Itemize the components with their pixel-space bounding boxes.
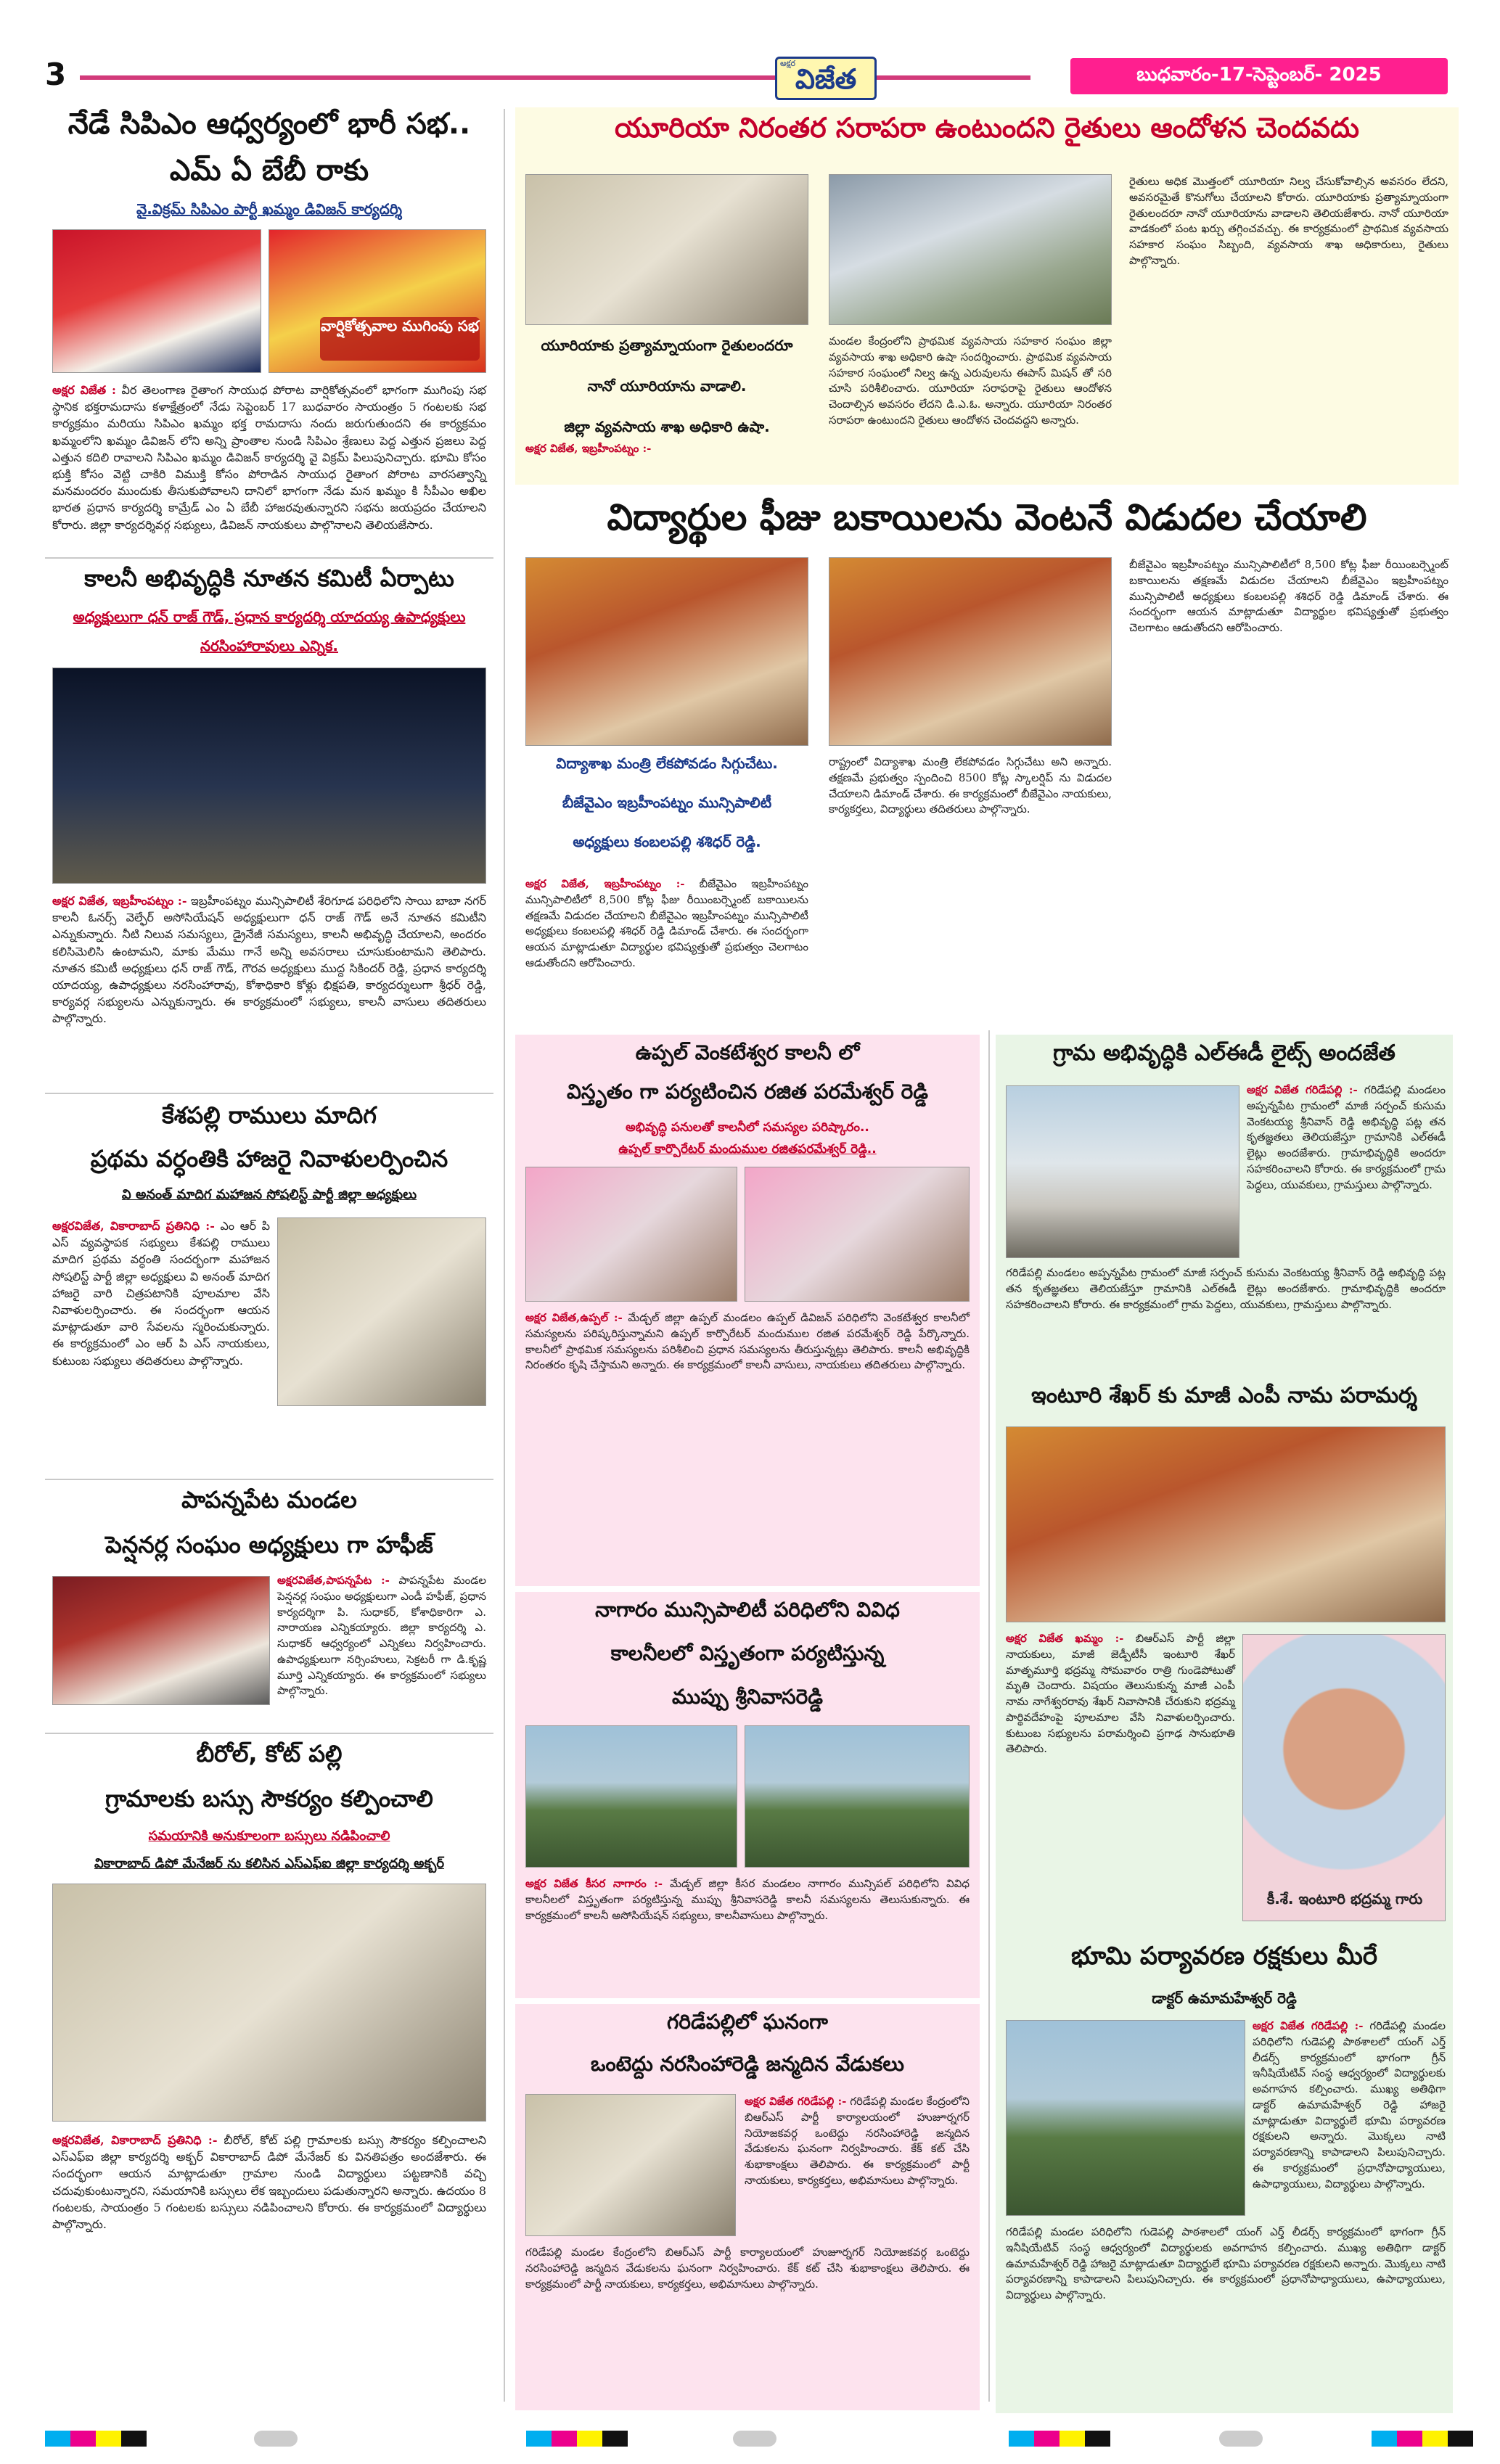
urea-photo-stock — [829, 174, 1112, 325]
urea-photo-office — [525, 174, 808, 325]
reg-black — [1448, 2431, 1473, 2447]
uppal-sub-2: ఉప్పల్ కార్పొరేటర్ మందుముల రజితపరమేశ్వర్ రెడ్డి.. — [618, 1142, 877, 1157]
led-body-text: గరిడేపల్లి మండలం అప్పన్నపేట గ్రామంలో మాజీ సర్పంచ్ కుసుమ వెంకటయ్య శ్రీనివాస్ రెడ్డి అభివృద్ధి పట్ల తన కృతజ్ఞతలు తెలియజేస్తూ గ్రామానికి ఎల్ఈడీ లైట్లు అందజేశారు. గ్రామాభివృద్ధికి అందరూ సహకరించాలని కోరారు. ఈ కార్యక్రమంలో గ్రామ పెద్దలు, యువకులు, గ్రామస్తులు పాల్గొన్నారు. — [1247, 1083, 1446, 1191]
fees-photo-1 — [525, 557, 808, 746]
papannapet-body-text: పాపన్నపేట మండల పెన్షనర్ల సంఘం అధ్యక్షులుగా ఎండీ హఫీజ్, ప్రధాన కార్యదర్శిగా పి. సుధాకర్, కోశాధికారిగా ఎ. నారాయణ ఎన్నికయ్యారు. జిల్లా కార్యదర్శి ఎ. సుధాకర్ ఆధ్వర్యంలో ఎన్నికలు నిర్వహించారు. ఉపాధ్యక్షులుగా నర్సింహులు, సెక్రటరీ గా డి.కృష్ణ మూర్తి ఎన్నికయ్యారు. ఈ కార్యక్రమంలో సభ్యులు పాల్గొన్నారు. — [277, 1574, 486, 1698]
column-rule — [504, 109, 505, 2402]
inturi-portrait-caption: కీ.శే. ఇంటూరి భద్రమ్మ గారు — [1266, 1890, 1423, 1907]
divider — [45, 1733, 493, 1734]
divider — [45, 557, 493, 559]
colony-photo — [52, 668, 486, 884]
inturi-dateline: అక్షర విజేత ఖమ్మం :- — [1006, 1632, 1124, 1645]
keshapalli-body-text: ఎం ఆర్ పి ఎస్ వ్యవస్థాపక సభ్యులు కేశపల్లి రాములు మాదిగ ప్రథమ వర్ధంతి సందర్భంగా మహాజన సోషలిస్ట్ పార్టీ జిల్లా అధ్యక్షులు వి అనంత్ మాదిగ హాజరై వారి చిత్రపటానికి పూలమాల వేసి నివాళులర్పించారు. ఈ సందర్భంగా ఆయన మాట్లాడుతూ వారి సేవలను స్మరించుకున్నారు. ఈ కార్యక్రమంలో ఎం ఆర్ పి ఎస్ నాయకులు, కుటుంబ సభ్యులు తదితరులు పాల్గొన్నారు. — [52, 1219, 270, 1368]
gandipally-body-b-text: గరిడేపల్లి మండల కేంద్రంలోని బిఆర్ఎస్ పార్టీ కార్యాలయంలో హుజూర్నగర్ నియోజకవర్గ ఒంటెద్దు నరసింహారెడ్డి జన్మదిన వేడుకలను ఘనంగా నిర్వహించారు. కేక్ కట్ చేసి శుభాకాంక్షలు తెలిపారు. ఈ కార్యక్రమంలో పార్టీ నాయకులు, కార్యకర్తలు, అభిమానులు పాల్గొన్నారు. — [525, 2246, 970, 2291]
fees-body-b — [829, 755, 1112, 1023]
bus-body-text: బీరోల్, కోట్ పల్లి గ్రామాలకు బస్సు సౌకర్యం కల్పించాలని ఎస్ఎఫ్ఐ జిల్లా కార్యదర్శి అక్బర్ వికారాబాద్ డిపో మేనేజర్ కు వినతిపత్రం అందజేశారు. ఈ సందర్భంగా ఆయన మాట్లాడుతూ గ్రామాల నుండి విద్యార్థులు పట్టణానికి వచ్చి చదువుకుంటున్నారని, సమయానికి బస్సులు లేక ఇబ్బందులు పడుతున్నారని అన్నారు. ఉదయం 8 గంటలకు, సాయంత్రం 5 గంటలకు బస్సులు నడిపించాలని కోరారు. ఈ కార్యక్రమంలో విద్యార్థులు పాల్గొన్నారు. — [52, 2133, 486, 2231]
nagaram-body-text: మేడ్చల్ జిల్లా కీసర మండలం నాగారం మున్సిపల్ పరిధిలోని వివిధ కాలనీలలో విస్తృతంగా పర్యటిస్తున్న ముప్పు శ్రీనివాసరెడ్డి కాలనీ సమస్యలను తెలుసుకున్నారు. ఈ కార్యక్రమంలో కాలనీ అసోసియేషన్ సభ్యులు, కాలనీవాసులు పాల్గొన్నారు. — [525, 1877, 970, 1922]
header-rule-left — [80, 75, 1030, 80]
uppal-dateline: అక్షర విజేత,ఉప్పల్ :- — [525, 1311, 623, 1324]
gandipally-body-text: గరిడేపల్లి మండల కేంద్రంలోని బిఆర్ఎస్ పార్టీ కార్యాలయంలో హుజూర్నగర్ నియోజకవర్గ ఒంటెద్దు నరసింహారెడ్డి జన్మదిన వేడుకలను ఘనంగా నిర్వహించారు. కేక్ కట్ చేసి శుభాకాంక్షలు తెలిపారు. ఈ కార్యక్రమంలో పార్టీ నాయకులు, కార్యకర్తలు, అభిమానులు పాల్గొన్నారు. — [745, 2095, 970, 2187]
cpm-dateline: అక్షర విజేత : — [52, 383, 116, 397]
nagaram-article — [515, 1592, 980, 1998]
urea-caption-1: యూరియాకు ప్రత్యామ్నాయంగా రైతులందరూ — [541, 337, 793, 354]
nagaram-photo-1 — [525, 1725, 737, 1868]
masthead-box — [775, 57, 877, 100]
masthead-logo: విజేత — [795, 63, 857, 95]
urea-caption-3: జిల్లా వ్యవసాయ శాఖ అధికారి ఉషా. — [564, 418, 770, 435]
fees-body-c — [1129, 557, 1448, 1022]
inturi-body-text: బిఆర్ఎస్ పార్టీ జిల్లా నాయకులు, మాజీ జెడ్పీటీసీ ఇంటూరి శేఖర్ మాతృమూర్తి భద్రమ్మ సోమవారం రాత్రి గుండెపోటుతో మృతి చెందారు. విషయం తెలుసుకున్న మాజీ ఎంపీ నామ నాగేశ్వరరావు శేఖర్ నివాసానికి చేరుకుని భద్రమ్మ పార్థివదేహంపై పూలమాల వేసి నివాళులర్పించారు. కుటుంబ సభ్యులను పరామర్శించి ప్రగాఢ సానుభూతి తెలిపారు. — [1006, 1632, 1235, 1756]
reg-mark-group — [1009, 2431, 1110, 2447]
gandipally-body-a — [745, 2094, 970, 2239]
urea-headline: యూరియా నిరంతర సరాపరా ఉంటుందని రైతులు ఆందోళన చెందవదు — [614, 112, 1360, 144]
reg-cyan — [526, 2431, 552, 2447]
column-right — [996, 1035, 1453, 2413]
bus-headline: బీరోల్, కోట్ పల్లి — [196, 1740, 343, 1767]
keshapalli-dateline: అక్షరవిజేత, వికారాబాద్ ప్రతినిధి :- — [52, 1219, 215, 1233]
bhumi-byline: డాక్టర్ ఉమామహేశ్వర్ రెడ్డి — [1152, 1989, 1297, 2007]
keshapalli-byline: వి అనంత్ మాదిగ మహాజన సోషలిస్ట్ పార్టీ జిల్లా అధ్యక్షులు — [121, 1187, 417, 1202]
uppal-body — [525, 1310, 970, 1579]
bhumi-body-text: గరిడేపల్లి మండల పరిధిలోని గుడెపల్లి పాఠశాలలో యంగ్ ఎర్త్ లీడర్స్ కార్యక్రమంలో భాగంగా గ్రీన్ ఇనీషియేటివ్ సంస్థ ఆధ్వర్యంలో విద్యార్థులకు అవగాహన కల్పించారు. ముఖ్య అతిథిగా డాక్టర్ ఉమామహేశ్వర్ రెడ్డి హాజరై మాట్లాడుతూ విద్యార్థులే భూమి పర్యావరణ రక్షకులని అన్నారు. మొక్కలు నాటి పర్యావరణాన్ని కాపాడాలని పిలుపునిచ్చారు. ఈ కార్యక్రమంలో ప్రధానోపాధ్యాయులు, ఉపాధ్యాయులు, విద్యార్థులు పాల్గొన్నారు. — [1253, 2019, 1446, 2190]
reg-black — [602, 2431, 628, 2447]
reg-oval — [733, 2431, 776, 2447]
gandipally-headline-2: ఒంటెద్దు నరసింహారెడ్డి జన్మదిన వేడుకలు — [591, 2052, 904, 2076]
fees-caption-1: విద్యాశాఖ మంత్రి లేకపోవడం సిగ్గుచేటు. — [556, 755, 778, 772]
led-body-b — [1006, 1265, 1446, 1374]
urea-dateline-box — [525, 441, 816, 470]
fees-body-c-text: బీజేవైఎం ఇబ్రహీంపట్నం మున్సిపాలిటీలో 8,500 కోట్ల ఫీజు రీయింబర్స్మెంట్ బకాయిలను తక్షణమే విడుదల చేయాలని బీజేవైఎం ఇబ్రహీంపట్నం మున్సిపాలిటీ అధ్యక్షులు కంబలపల్లి శశిధర్ రెడ్డి డిమాండ్ చేశారు. ఈ సందర్భంగా ఆయన మాట్లాడుతూ విద్యార్థుల భవిష్యత్తుతో ప్రభుత్వం చెలగాటం ఆడుతోందని ఆరోపించారు. — [1129, 558, 1448, 634]
inturi-portrait — [1242, 1634, 1446, 1921]
reg-yellow — [96, 2431, 121, 2447]
column-left — [45, 107, 493, 2415]
date-banner — [1070, 58, 1448, 94]
inturi-photo-crowd — [1006, 1426, 1446, 1622]
led-dateline: అక్షర విజేత గరిడేపల్లి :- — [1247, 1083, 1358, 1096]
colony-dateline: అక్షర విజేత, ఇబ్రహీంపట్నం :- — [52, 894, 187, 908]
nagaram-headline-2: కాలనీలలో విస్తృతంగా పర్యటిస్తున్న — [610, 1641, 885, 1665]
uppal-sub-1: అభివృద్ధి పనులతో కాలనీలో సమస్యల పరిష్కారం.. — [626, 1120, 869, 1135]
footer-marks — [0, 2431, 1500, 2452]
colony-body-text: ఇబ్రహీంపట్నం మున్సిపాలిటీ శేరిగూడ పరిధిలోని సాయి బాబా నగర్ కాలనీ ఓనర్స్ వెల్ఫేర్ అసోసియేషన్ అధ్యక్షులుగా ధన్ రాజ్ గౌడ్ అనే నూతన కమిటీని ఎన్నుకున్నారు. నీటి నిలువ సమస్యలు, డ్రైనేజీ సమస్యలు, కాలనీ అభివృద్ధి చేయాలని, అందరం కలిసిమెలిసి ఉంటామని, మాకు మేము గానే అన్ని అవసరాలు చూసుకుంటామని తెలిపారు. నూతన కమిటీ అధ్యక్షులు ధన్ రాజ్ గౌడ్, గౌరవ అధ్యక్షులు ముద్ద సికిందర్ రెడ్డి, ప్రధాన కార్యదర్శి యాదయ్య, ఉపాధ్యక్షులు నరసింహారావు, కోశాధికారి కోళ్లు భిక్షపతి, కార్యదర్శులుగా శ్రీధర్ రెడ్డి, కార్యవర్గ సభ్యులను ఎన్నుకున్నారు. ఈ కార్యక్రమంలో సభ్యులు, కాలనీ వాసులు తదితరులు పాల్గొన్నారు. — [52, 894, 486, 1026]
bhumi-body-b — [1006, 2225, 1446, 2406]
reg-oval — [254, 2431, 298, 2447]
nagaram-body — [525, 1876, 970, 1992]
reg-magenta — [552, 2431, 577, 2447]
fees-caption-box — [525, 755, 808, 871]
bus-byline: వికారాబాద్ డిపో మేనేజర్ ను కలిసిన ఎస్ఎఫ్ఐ జిల్లా కార్యదర్శి అక్బర్ — [94, 1856, 445, 1871]
urea-body-b-text: రైతులు అధిక మొత్తంలో యూరియా నిల్వ చేసుకోవాల్సిన అవసరం లేదని, అవసరమైతే కొనుగోలు చేయాలని కోరారు. యూరియాకు ప్రత్యామ్నాయంగా రైతులందరూ నానో యూరియాను వాడాలని తెలియజేశారు. నానో యూరియా వాడకంలో పంట ఖర్చు తగ్గించవచ్చు. ఈ కార్యక్రమంలో ప్రాథమిక వ్యవసాయ సహకార సంఘం సిబ్బంది, వ్యవసాయ శాఖ అధికారులు, రైతులు పాల్గొన్నారు. — [1129, 175, 1448, 267]
page-header — [0, 0, 1500, 102]
uppal-article — [515, 1035, 980, 1586]
bhumi-body-b-text: గరిడేపల్లి మండల పరిధిలోని గుడెపల్లి పాఠశాలలో యంగ్ ఎర్త్ లీడర్స్ కార్యక్రమంలో భాగంగా గ్రీన్ ఇనీషియేటివ్ సంస్థ ఆధ్వర్యంలో విద్యార్థులకు అవగాహన కల్పించారు. ముఖ్య అతిథిగా డాక్టర్ ఉమామహేశ్వర్ రెడ్డి హాజరై మాట్లాడుతూ విద్యార్థులే భూమి పర్యావరణ రక్షకులని అన్నారు. మొక్కలు నాటి పర్యావరణాన్ని కాపాడాలని పిలుపునిచ్చారు. ఈ కార్యక్రమంలో ప్రధానోపాధ్యాయులు, ఉపాధ్యాయులు, విద్యార్థులు పాల్గొన్నారు. — [1006, 2225, 1446, 2301]
fees-photo-2 — [829, 557, 1112, 746]
bhumi-headline: భూమి పర్యావరణ రక్షకులు మీరే — [1070, 1942, 1378, 1971]
page-number: 3 — [45, 57, 67, 92]
reg-cyan — [45, 2431, 70, 2447]
uppal-headline-2: విస్తృతం గా పర్యటించిన రజిత పరమేశ్వర్ రెడ్డి — [566, 1080, 928, 1104]
papannapet-body — [277, 1573, 486, 1725]
issue-date: బుధవారం-17-సెప్టెంబర్- 2025 — [1136, 64, 1382, 86]
cpm-photo-banner — [269, 229, 486, 373]
gandipally-article — [515, 2004, 980, 2410]
fees-body-a-text: బీజేవైఎం ఇబ్రహీంపట్నం మున్సిపాలిటీలో 8,500 కోట్ల ఫీజు రీయింబర్స్మెంట్ బకాయిలను తక్షణమే విడుదల చేయాలని బీజేవైఎం ఇబ్రహీంపట్నం మున్సిపాలిటీ అధ్యక్షులు కంబలపల్లి శశిధర్ రెడ్డి డిమాండ్ చేశారు. ఈ సందర్భంగా ఆయన మాట్లాడుతూ విద్యార్థుల భవిష్యత్తుతో ప్రభుత్వం చెలగాటం ఆడుతోందని ఆరోపించారు. — [525, 877, 808, 969]
bhumi-photo — [1006, 2020, 1245, 2216]
uppal-headline: ఉప్పల్ వెంకటేశ్వర కాలనీ లో — [635, 1040, 860, 1064]
papannapet-headline: పాపన్నపేట మండల — [181, 1486, 357, 1514]
bus-photo — [52, 1884, 486, 2122]
colony-body — [52, 892, 486, 1096]
cpm-banner-text: వార్షికోత్సవాల ముగింపు సభ — [320, 317, 480, 361]
colony-headline: కాలనీ అభివృద్ధికి నూతన కమిటీ ఏర్పాటు — [84, 564, 454, 592]
reg-oval — [1219, 2431, 1263, 2447]
masthead-small: అక్షర — [780, 59, 796, 68]
reg-black — [1085, 2431, 1110, 2447]
led-body-b-text: గరిడేపల్లి మండలం అప్పన్నపేట గ్రామంలో మాజీ సర్పంచ్ కుసుమ వెంకటయ్య శ్రీనివాస్ రెడ్డి అభివృద్ధి పట్ల తన కృతజ్ఞతలు తెలియజేస్తూ గ్రామానికి ఎల్ఈడీ లైట్లు అందజేశారు. గ్రామాభివృద్ధికి అందరూ సహకరించాలని కోరారు. ఈ కార్యక్రమంలో గ్రామ పెద్దలు, యువకులు, గ్రామస్తులు పాల్గొన్నారు. — [1006, 1266, 1446, 1311]
cpm-byline: వై.విక్రమ్ సిపిఎం పార్టీ ఖమ్మం డివిజన్ కార్యదర్శి — [136, 200, 402, 218]
inturi-body — [1006, 1631, 1235, 1936]
bus-dateline: అక్షరవిజేత, వికారాబాద్ ప్రతినిధి :- — [52, 2133, 218, 2147]
led-photo — [1006, 1085, 1239, 1258]
fees-caption-3: అధ్యక్షులు కంబలపల్లి శశిధర్ రెడ్డి. — [573, 833, 761, 850]
keshapalli-photo — [277, 1217, 486, 1406]
urea-article — [515, 107, 1459, 485]
nagaram-photo-2 — [745, 1725, 970, 1868]
urea-body-a — [829, 334, 1112, 479]
bhumi-body — [1253, 2019, 1446, 2219]
divider — [45, 1093, 493, 1094]
bus-headline-2: గ్రామాలకు బస్సు సౌకర్యం కల్పించాలి — [105, 1785, 433, 1812]
bus-sub: సమయానికి అనుకూలంగా బస్సులు నడిపించాలి — [148, 1828, 390, 1844]
reg-yellow — [1422, 2431, 1448, 2447]
reg-cyan — [1009, 2431, 1034, 2447]
papannapet-photo — [52, 1576, 270, 1705]
column-rule — [988, 1030, 990, 2402]
nagaram-headline-3: ముప్పు శ్రీనివాసరెడ్డి — [672, 1685, 823, 1709]
reg-cyan — [1372, 2431, 1397, 2447]
cpm-headline: నేడే సిపిఎం ఆధ్వర్యంలో భారీ సభ.. — [67, 107, 471, 141]
reg-yellow — [1060, 2431, 1085, 2447]
bus-body — [52, 2132, 486, 2349]
cpm-headline-2: ఎమ్ ఏ బేబీ రాకు — [169, 154, 369, 187]
keshapalli-headline-2: ప్రథమ వర్ధంతికి హాజరై నివాళులర్పించిన — [90, 1145, 448, 1173]
gandipally-photo — [525, 2094, 736, 2236]
fees-headline: విద్యార్థుల ఫీజు బకాయిలను వెంటనే విడుదల చేయాలి — [607, 496, 1367, 538]
nagaram-headline: నాగారం మున్సిపాలిటీ పరిధిలోని వివిధ — [595, 1598, 900, 1622]
led-body — [1247, 1083, 1446, 1264]
uppal-photo-1 — [525, 1167, 737, 1302]
colony-sub-2: నరసింహారావులు ఎన్నిక. — [200, 637, 338, 654]
gandipally-headline: గరిడేపల్లిలో ఘనంగా — [667, 2010, 828, 2034]
papannapet-headline-2: పెన్షనర్ల సంఘం అధ్యక్షులు గా హఫీజ్ — [105, 1531, 433, 1559]
led-headline: గ్రామ అభివృద్ధికి ఎల్ఈడీ లైట్స్ అందజేత — [1053, 1040, 1396, 1066]
reg-mark-group — [526, 2431, 628, 2447]
bhumi-dateline: అక్షర విజేత గరిడేపల్లి :- — [1253, 2019, 1364, 2032]
papannapet-dateline: అక్షరవిజేత,పాపన్నపేట :- — [277, 1574, 390, 1587]
urea-body-a-text: మండల కేంద్రంలోని ప్రాథమిక వ్యవసాయ సహకార సంఘం జిల్లా వ్యవసాయ శాఖ అధికారి ఉషా సందర్శించారు. ప్రాథమిక వ్యవసాయ సహకార సంఘంలో నిల్వ ఉన్న ఎరువులను ఈపాస్ మిషన్ తో సరి చూసి పరిశీలించారు. యూరియా సరాఫరాపై రైతులు ఆందోళన చెందాల్సిన అవసరం లేదని డి.ఎ.ఓ. అన్నారు. యూరియా నిరంతర సరాపరా ఉంటుందని రైతులు ఆందోళన చెందవద్దని అన్నారు. — [829, 334, 1112, 427]
keshapalli-headline: కేశపల్లి రాములు మాదిగ — [162, 1101, 377, 1129]
gandipally-dateline: అక్షర విజేత గరిడేపల్లి :- — [745, 2095, 847, 2108]
uppal-body-text: మేడ్చల్ జిల్లా ఉప్పల్ మండలం ఉప్పల్ డివిజన్ పరిధిలోని వెంకటేశ్వర కాలనీలో సమస్యలను పరిష్కరిస్తున్నామని ఉప్పల్ కార్పొరేటర్ మందుముల రజిత పరమేశ్వర్ రెడ్డి పేర్కొన్నారు. కాలనీలో ప్రాథమిక సమస్యలను పరిశీలించి ప్రధాన సమస్యలను తీరుస్తున్నట్లు తెలిపారు. కాలనీ అభివృద్ధికి నిరంతరం కృషి చేస్తామని అన్నారు. ఈ కార్యక్రమంలో కాలనీ వాసులు, నాయకులు తదితరులు పాల్గొన్నారు. — [525, 1311, 970, 1372]
fees-body-b-text: రాష్ట్రంలో విద్యాశాఖ మంత్రి లేకపోవడం సిగ్గుచేటు అని అన్నారు. తక్షణమే ప్రభుత్వం స్పందించి 8500 కోట్ల స్కాలర్షిప్ ను విడుదల చేయాలని డిమాండ్ చేశారు. ఈ కార్యక్రమంలో బీజేవైఎం నాయకులు, కార్యకర్తలు, విద్యార్థులు తదితరులు పాల్గొన్నారు. — [829, 755, 1112, 816]
urea-caption-2: నానో యూరియాను వాడాలి. — [587, 377, 747, 395]
colony-sub-1: అధ్యక్షులుగా ధన్ రాజ్ గౌడ్, ప్రధాన కార్యదర్శి యాదయ్య ఉపాధ్యక్షులు — [73, 608, 466, 625]
nagaram-dateline: అక్షర విజేత కీసర నాగారం :- — [525, 1877, 663, 1890]
cpm-body-text: వీర తెలంగాణ రైతాంగ సాయుధ పోరాట వార్షికోత్సవంలో భాగంగా ముగింపు సభ స్థానిక భక్తరామదాసు కళాక్షేత్రంలో నేడు సెప్టెంబర్ 17 బుధవారం సాయంత్రం 5 గంటలకు సభ కార్యక్రమం మరియు సిపిఎం ఖమ్మం భక్త రామదాసు నందు జరుగుతుందని ఈ కార్యక్రమం ఖమ్మంలోని ఖమ్మం డివిజన్ లోని అన్ని ప్రాంతాల నుండి సిపిఎం శ్రేణులు పెద్ద ఎత్తున ప్రజలు పెద్ద ఎత్తున కదిలి రావాలని సిపిఎం ఖమ్మం డివిజన్ కార్యదర్శి వై విక్రమ్ పిలుపునిచ్చారు. భూమి కోసం భుక్తి కోసం వెట్టి చాకిరి విముక్తి కోసం పోరాడిన సాయుధ రైతాంగ పోరాట వారసత్వాన్ని మనమందరం ముందుకు తీసుకుపోవాలని దానిలో భాగంగా నేడు మన ఖమ్మం కి సీపీఎం అఖిల భారత ప్రధాన కార్యదర్శి కామ్రేడ్ ఎం ఏ బేబీ హాజరవుతున్నారని సభను జయప్రదం చేయాలని కోరారు. జిల్లా కార్యదర్శివర్గ సభ్యులు, డివిజన్ నాయకులు పాల్గొనాలని తెలియజేసారు. — [52, 383, 486, 532]
reg-mark-group — [45, 2431, 147, 2447]
reg-black — [121, 2431, 147, 2447]
reg-magenta — [1397, 2431, 1422, 2447]
fees-dateline: అక్షర విజేత, ఇబ్రహీంపట్నం :- — [525, 877, 685, 890]
gandipally-body-b — [525, 2245, 970, 2405]
fees-caption-2: బీజేవైఎం ఇబ్రహీంపట్నం మున్సిపాలిటీ — [562, 794, 772, 811]
urea-dateline: అక్షర విజేత, ఇబ్రహీంపట్నం :- — [525, 442, 652, 455]
divider — [45, 1479, 493, 1480]
inturi-headline: ఇంటూరి శేఖర్ కు మాజీ ఎంపీ నామ పరామర్శ — [1031, 1383, 1417, 1408]
cpm-photo-speaker — [52, 229, 261, 373]
reg-yellow — [577, 2431, 602, 2447]
keshapalli-body — [52, 1217, 270, 1464]
reg-magenta — [70, 2431, 96, 2447]
reg-magenta — [1034, 2431, 1060, 2447]
urea-body-b — [1129, 174, 1448, 479]
uppal-photo-2 — [745, 1167, 970, 1302]
fees-body-a — [525, 876, 808, 1022]
reg-mark-group — [1372, 2431, 1473, 2447]
